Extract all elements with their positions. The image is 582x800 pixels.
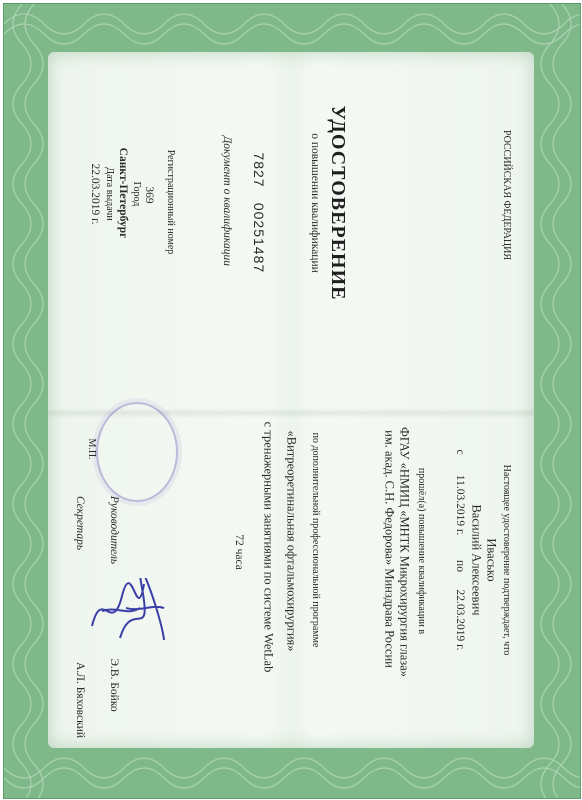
serial-number: 00251487: [251, 202, 267, 274]
city-value: Санкт-Петербург: [116, 147, 129, 239]
date-value: 22.03.2019 г.: [88, 163, 101, 225]
seal-stamp: [96, 402, 178, 502]
period-to-label: по: [453, 560, 466, 572]
seal-mark-label: М.П.: [86, 438, 97, 460]
organization-line-1: ФГАУ «НМИЦ «МНТК Микрохирургия глаза»: [397, 427, 412, 677]
period-from-label: с: [453, 449, 466, 455]
document-title: УДОСТОВЕРЕНИЕ: [327, 105, 349, 301]
head-signature: [112, 578, 172, 648]
registration-number: 369: [142, 186, 155, 204]
period-from: 11.03.2019 г.: [453, 474, 466, 536]
document-type: Документ о квалификации: [220, 135, 233, 267]
holder-name: Василий Алексеевич: [469, 504, 484, 616]
program-hours: 72 часа: [232, 534, 245, 570]
intro-text: Настоящее удостоверение подтверждает, что: [501, 464, 512, 656]
document-subtitle: о повышении квалификации: [308, 133, 321, 273]
program-label: по дополнительной профессиональной программе: [310, 432, 321, 648]
program-line-1: «Витреоретинальная офтальмохирургия»: [284, 430, 299, 652]
registration-label: Регистрационный номер: [165, 149, 176, 255]
head-name: Э.В. Бойко: [107, 658, 120, 712]
secretary-label: Секретарь: [73, 495, 86, 551]
program-line-2: с тренажерными занятиями по системе WetLab: [261, 421, 276, 673]
holder-surname: Ивасько: [484, 538, 499, 582]
date-label: Дата выдачи: [104, 167, 115, 221]
passed-text: прошёл(а) повышение квалификации в: [416, 467, 427, 635]
organization-line-2: им. акад. С.Н. Федорова» Минздрава России: [382, 430, 397, 668]
city-label: Город: [131, 181, 142, 207]
serial-prefix: 7827: [251, 152, 267, 188]
period-to: 22.03.2019 г.: [453, 589, 466, 651]
country-label: РОССИЙСКАЯ ФЕДЕРАЦИЯ: [501, 129, 512, 261]
secretary-name: А.Л. Бяховский: [73, 661, 86, 739]
head-label: Руководитель: [107, 495, 120, 565]
certificate-document: [3, 3, 581, 799]
